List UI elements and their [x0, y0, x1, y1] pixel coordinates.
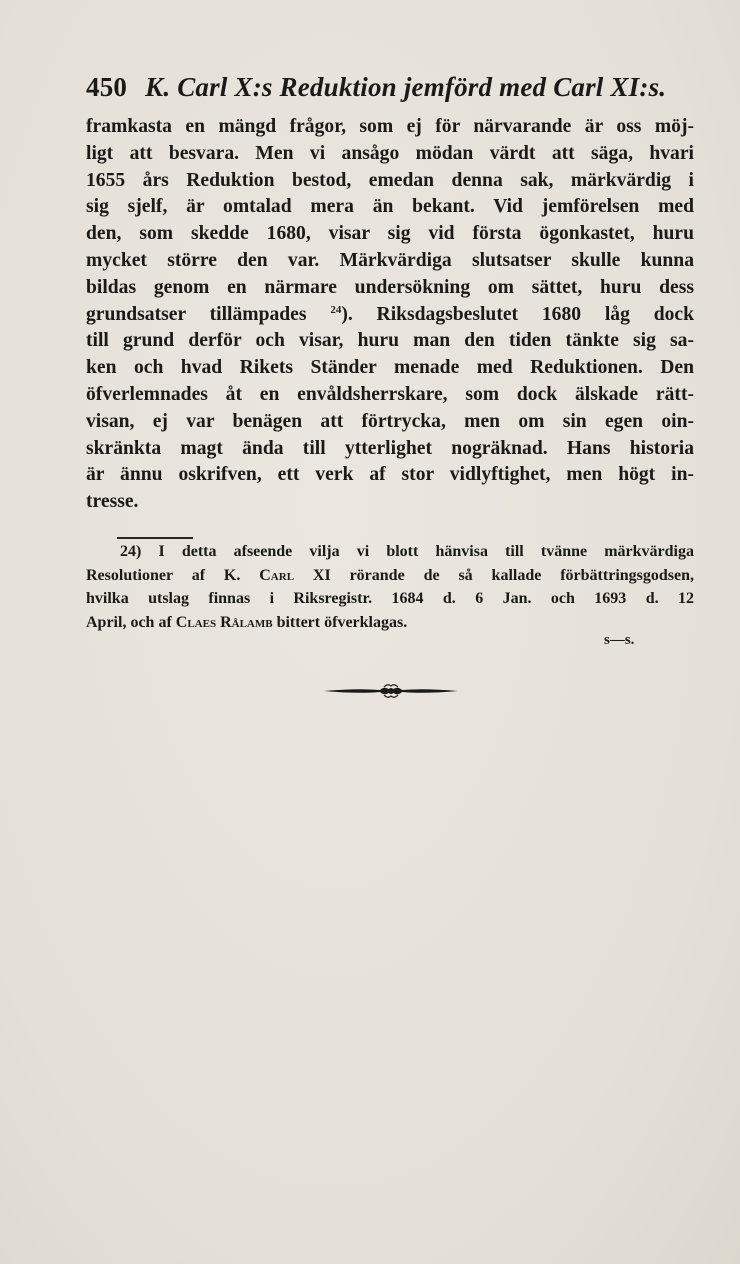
footnote-marker: 24) [120, 543, 142, 560]
page-number: 450 [86, 72, 128, 102]
footnote-text: Resolutioner af K. [86, 566, 241, 584]
body-line: skränkta magt ända till ytterlighet nogräknad. Hans historia [86, 437, 694, 459]
footnote-small-caps: Carl [259, 566, 295, 584]
body-line: sig sjelf, är omtalad mera än bekant. Vid jemförelsen med [86, 196, 694, 218]
footnote-text: April, och af [86, 613, 172, 631]
footnote [86, 540, 694, 634]
running-header [86, 72, 694, 103]
body-line-rest: ). Riksdagsbeslutet 1680 låg dock [341, 303, 694, 325]
body-line: 1655 års Reduktion bestod, emedan denna sak, märkvärdig i [86, 169, 694, 191]
body-line: framkasta en mängd frågor, som ej för närvarande är oss möj- [86, 116, 694, 137]
footnote-text: bittert öfverklagas. [276, 613, 408, 631]
body-line-start: grundsatser tillämpades [86, 303, 307, 325]
body-line: till grund derför och visar, huru man den tiden tänkte sig sa- [86, 330, 694, 352]
body-line: bildas genom en närmare undersökning om sättet, huru dess [86, 276, 694, 298]
body-line: ken och hvad Rikets Ständer menade med Reduktionen. Den [86, 357, 694, 379]
body-line-with-footnote-ref [86, 302, 694, 329]
body-text [86, 114, 694, 516]
footnote-line: hvilka utslag finnas i Riksregistr. 1684 d. 6 Jan. och 1693 d. 12 [86, 590, 694, 607]
footnote-line [86, 611, 694, 635]
footnote-text: I detta afseende vilja vi blott hänvisa till tvänne märkvärdiga [158, 543, 694, 560]
footnote-line [86, 564, 694, 588]
body-line: den, som skedde 1680, visar sig vid första ögonkastet, huru [86, 223, 694, 245]
body-line: visan, ej var benägen att förtrycka, men om sin egen oin- [86, 410, 694, 432]
body-line: tresse. [86, 491, 139, 513]
footnote-reference: 24 [330, 303, 342, 316]
footnote-small-caps: Claes Rålamb [175, 613, 273, 631]
footnote-signature: s—s. [604, 632, 635, 648]
body-line: ligt att besvara. Men vi ansågo mödan värdt att säga, hvari [86, 142, 694, 164]
body-line: mycket större den var. Märkvärdiga slutsatser skulle kunna [86, 249, 694, 271]
footnote-text: XI rörande de så kallade förbättringsgodsen, [312, 566, 695, 584]
body-line: öfverlemnades åt en envåldsherrskare, som dock älskade rätt- [86, 383, 694, 405]
footnote-line [86, 540, 694, 564]
running-title: K. Carl X:s Reduktion jemförd med Carl XI:s. [145, 72, 667, 102]
decorative-tailpiece-ornament-icon [322, 683, 460, 703]
footnote-divider [117, 537, 193, 539]
body-line: är ännu oskrifven, ett verk af stor vidlyftighet, men högt in- [86, 464, 694, 486]
